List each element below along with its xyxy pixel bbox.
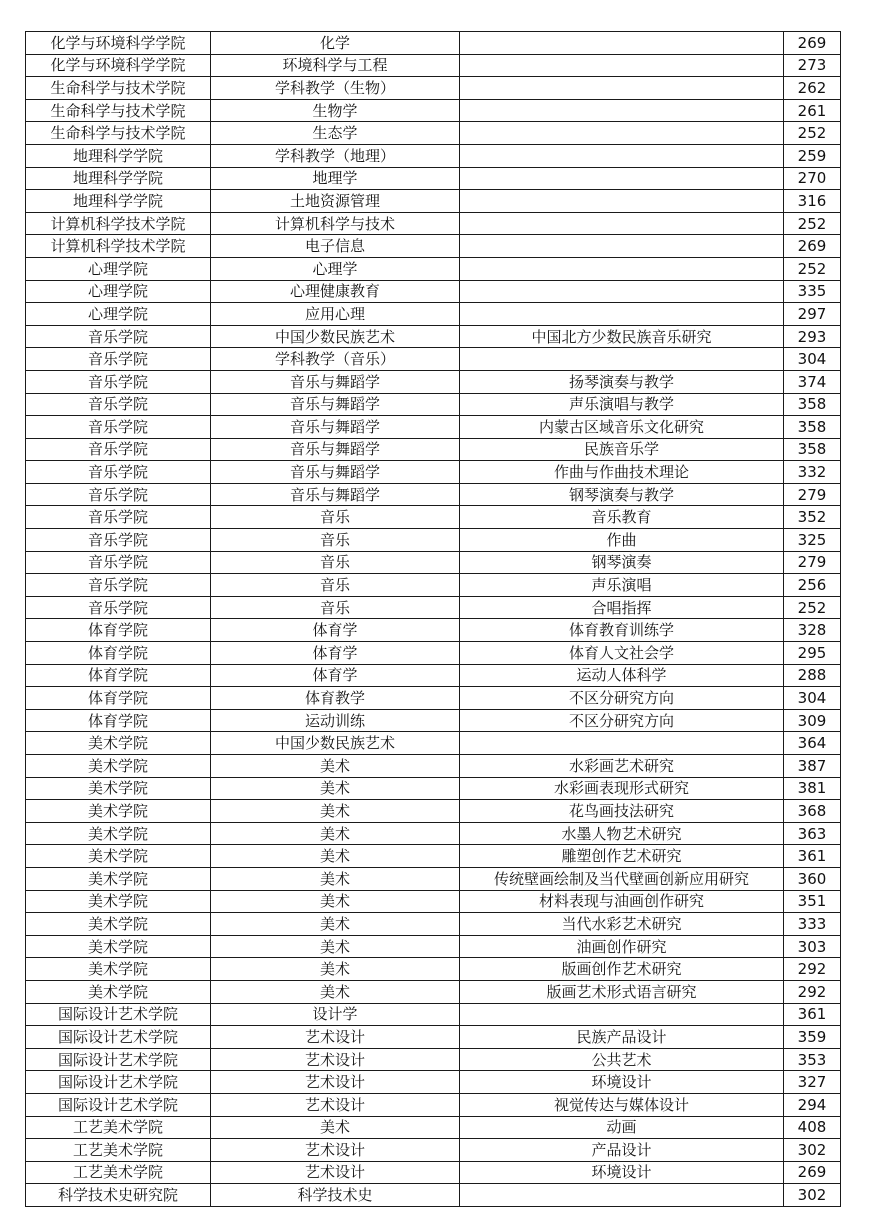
college-cell: 国际设计艺术学院 bbox=[26, 1003, 211, 1026]
major-cell: 音乐与舞蹈学 bbox=[211, 370, 460, 393]
table-row bbox=[26, 551, 841, 574]
score-cell: 335 bbox=[784, 280, 841, 303]
college-cell: 音乐学院 bbox=[26, 506, 211, 529]
score-cell: 352 bbox=[784, 506, 841, 529]
major-cell: 美术 bbox=[211, 935, 460, 958]
major-cell: 地理学 bbox=[211, 167, 460, 190]
table-row bbox=[26, 144, 841, 167]
college-cell: 音乐学院 bbox=[26, 529, 211, 552]
college-cell: 生命科学与技术学院 bbox=[26, 99, 211, 122]
direction-cell: 环境设计 bbox=[460, 1161, 784, 1184]
table-row bbox=[26, 574, 841, 597]
score-cell: 361 bbox=[784, 845, 841, 868]
direction-cell bbox=[460, 1003, 784, 1026]
score-cell: 269 bbox=[784, 32, 841, 55]
direction-cell: 中国北方少数民族音乐研究 bbox=[460, 325, 784, 348]
major-cell: 音乐与舞蹈学 bbox=[211, 393, 460, 416]
score-cell: 279 bbox=[784, 483, 841, 506]
direction-cell: 公共艺术 bbox=[460, 1048, 784, 1071]
college-cell: 音乐学院 bbox=[26, 461, 211, 484]
college-cell: 音乐学院 bbox=[26, 370, 211, 393]
score-cell: 294 bbox=[784, 1093, 841, 1116]
score-cell: 252 bbox=[784, 212, 841, 235]
major-cell: 艺术设计 bbox=[211, 1161, 460, 1184]
score-cell: 328 bbox=[784, 619, 841, 642]
table-row bbox=[26, 348, 841, 371]
table-row bbox=[26, 1093, 841, 1116]
direction-cell bbox=[460, 54, 784, 77]
direction-cell: 声乐演唱 bbox=[460, 574, 784, 597]
college-cell: 心理学院 bbox=[26, 257, 211, 280]
direction-cell: 音乐教育 bbox=[460, 506, 784, 529]
college-cell: 地理科学学院 bbox=[26, 167, 211, 190]
college-cell: 音乐学院 bbox=[26, 348, 211, 371]
major-cell: 美术 bbox=[211, 845, 460, 868]
major-cell: 体育教学 bbox=[211, 687, 460, 710]
direction-cell: 民族产品设计 bbox=[460, 1026, 784, 1049]
score-cell: 273 bbox=[784, 54, 841, 77]
direction-cell: 民族音乐学 bbox=[460, 438, 784, 461]
major-cell: 音乐 bbox=[211, 506, 460, 529]
major-cell: 运动训练 bbox=[211, 709, 460, 732]
major-cell: 音乐与舞蹈学 bbox=[211, 438, 460, 461]
table-row bbox=[26, 1116, 841, 1139]
table-row bbox=[26, 212, 841, 235]
score-cell: 351 bbox=[784, 890, 841, 913]
college-cell: 国际设计艺术学院 bbox=[26, 1093, 211, 1116]
college-cell: 美术学院 bbox=[26, 732, 211, 755]
major-cell: 艺术设计 bbox=[211, 1071, 460, 1094]
score-cell: 327 bbox=[784, 1071, 841, 1094]
score-table bbox=[25, 31, 841, 1207]
major-cell: 音乐 bbox=[211, 574, 460, 597]
score-cell: 333 bbox=[784, 913, 841, 936]
college-cell: 化学与环境科学学院 bbox=[26, 32, 211, 55]
table-row bbox=[26, 1071, 841, 1094]
table-row bbox=[26, 438, 841, 461]
score-cell: 359 bbox=[784, 1026, 841, 1049]
major-cell: 化学 bbox=[211, 32, 460, 55]
college-cell: 计算机科学技术学院 bbox=[26, 235, 211, 258]
table-row bbox=[26, 777, 841, 800]
table-row bbox=[26, 619, 841, 642]
direction-cell: 体育教育训练学 bbox=[460, 619, 784, 642]
direction-cell bbox=[460, 257, 784, 280]
score-cell: 408 bbox=[784, 1116, 841, 1139]
score-cell: 293 bbox=[784, 325, 841, 348]
score-cell: 364 bbox=[784, 732, 841, 755]
table-row bbox=[26, 235, 841, 258]
table-row bbox=[26, 1048, 841, 1071]
college-cell: 美术学院 bbox=[26, 755, 211, 778]
table-row bbox=[26, 54, 841, 77]
score-cell: 262 bbox=[784, 77, 841, 100]
major-cell: 美术 bbox=[211, 777, 460, 800]
score-cell: 256 bbox=[784, 574, 841, 597]
college-cell: 计算机科学技术学院 bbox=[26, 212, 211, 235]
score-cell: 302 bbox=[784, 1184, 841, 1207]
score-cell: 270 bbox=[784, 167, 841, 190]
table-row bbox=[26, 393, 841, 416]
table-row bbox=[26, 483, 841, 506]
direction-cell: 视觉传达与媒体设计 bbox=[460, 1093, 784, 1116]
score-cell: 295 bbox=[784, 642, 841, 665]
college-cell: 心理学院 bbox=[26, 303, 211, 326]
major-cell: 美术 bbox=[211, 1116, 460, 1139]
direction-cell: 运动人体科学 bbox=[460, 664, 784, 687]
table-row bbox=[26, 77, 841, 100]
score-cell: 316 bbox=[784, 190, 841, 213]
direction-cell bbox=[460, 167, 784, 190]
direction-cell bbox=[460, 190, 784, 213]
direction-cell: 材料表现与油画创作研究 bbox=[460, 890, 784, 913]
direction-cell: 版画艺术形式语言研究 bbox=[460, 980, 784, 1003]
score-cell: 374 bbox=[784, 370, 841, 393]
college-cell: 美术学院 bbox=[26, 890, 211, 913]
major-cell: 科学技术史 bbox=[211, 1184, 460, 1207]
major-cell: 中国少数民族艺术 bbox=[211, 325, 460, 348]
table-row bbox=[26, 257, 841, 280]
direction-cell: 扬琴演奏与教学 bbox=[460, 370, 784, 393]
direction-cell: 雕塑创作艺术研究 bbox=[460, 845, 784, 868]
major-cell: 体育学 bbox=[211, 619, 460, 642]
college-cell: 科学技术史研究院 bbox=[26, 1184, 211, 1207]
major-cell: 心理健康教育 bbox=[211, 280, 460, 303]
major-cell: 美术 bbox=[211, 890, 460, 913]
table-row bbox=[26, 1026, 841, 1049]
college-cell: 体育学院 bbox=[26, 664, 211, 687]
score-cell: 269 bbox=[784, 235, 841, 258]
score-cell: 325 bbox=[784, 529, 841, 552]
direction-cell: 作曲与作曲技术理论 bbox=[460, 461, 784, 484]
table-row bbox=[26, 1003, 841, 1026]
table-row bbox=[26, 122, 841, 145]
direction-cell: 动画 bbox=[460, 1116, 784, 1139]
score-cell: 304 bbox=[784, 687, 841, 710]
major-cell: 美术 bbox=[211, 755, 460, 778]
direction-cell: 钢琴演奏 bbox=[460, 551, 784, 574]
table-row bbox=[26, 461, 841, 484]
college-cell: 生命科学与技术学院 bbox=[26, 122, 211, 145]
direction-cell: 产品设计 bbox=[460, 1139, 784, 1162]
college-cell: 美术学院 bbox=[26, 980, 211, 1003]
college-cell: 音乐学院 bbox=[26, 438, 211, 461]
direction-cell: 不区分研究方向 bbox=[460, 709, 784, 732]
table-row bbox=[26, 687, 841, 710]
direction-cell: 环境设计 bbox=[460, 1071, 784, 1094]
direction-cell bbox=[460, 122, 784, 145]
college-cell: 国际设计艺术学院 bbox=[26, 1048, 211, 1071]
score-cell: 309 bbox=[784, 709, 841, 732]
direction-cell: 内蒙古区域音乐文化研究 bbox=[460, 416, 784, 439]
college-cell: 美术学院 bbox=[26, 958, 211, 981]
direction-cell: 不区分研究方向 bbox=[460, 687, 784, 710]
direction-cell: 体育人文社会学 bbox=[460, 642, 784, 665]
college-cell: 工艺美术学院 bbox=[26, 1116, 211, 1139]
college-cell: 体育学院 bbox=[26, 619, 211, 642]
table-row bbox=[26, 167, 841, 190]
major-cell: 美术 bbox=[211, 867, 460, 890]
college-cell: 国际设计艺术学院 bbox=[26, 1071, 211, 1094]
direction-cell: 传统壁画绘制及当代壁画创新应用研究 bbox=[460, 867, 784, 890]
college-cell: 美术学院 bbox=[26, 867, 211, 890]
direction-cell: 油画创作研究 bbox=[460, 935, 784, 958]
major-cell: 学科教学（地理） bbox=[211, 144, 460, 167]
table-row bbox=[26, 32, 841, 55]
major-cell: 美术 bbox=[211, 958, 460, 981]
direction-cell: 版画创作艺术研究 bbox=[460, 958, 784, 981]
direction-cell bbox=[460, 348, 784, 371]
score-cell: 297 bbox=[784, 303, 841, 326]
score-cell: 381 bbox=[784, 777, 841, 800]
table-row bbox=[26, 664, 841, 687]
college-cell: 音乐学院 bbox=[26, 483, 211, 506]
college-cell: 心理学院 bbox=[26, 280, 211, 303]
score-cell: 363 bbox=[784, 822, 841, 845]
direction-cell bbox=[460, 144, 784, 167]
table-row bbox=[26, 755, 841, 778]
table-row bbox=[26, 1161, 841, 1184]
college-cell: 美术学院 bbox=[26, 845, 211, 868]
score-cell: 292 bbox=[784, 958, 841, 981]
college-cell: 体育学院 bbox=[26, 687, 211, 710]
major-cell: 生态学 bbox=[211, 122, 460, 145]
major-cell: 生物学 bbox=[211, 99, 460, 122]
table-row bbox=[26, 99, 841, 122]
table-row bbox=[26, 822, 841, 845]
table-row bbox=[26, 325, 841, 348]
score-cell: 361 bbox=[784, 1003, 841, 1026]
table-row bbox=[26, 935, 841, 958]
college-cell: 地理科学学院 bbox=[26, 190, 211, 213]
direction-cell bbox=[460, 1184, 784, 1207]
major-cell: 体育学 bbox=[211, 642, 460, 665]
table-row bbox=[26, 980, 841, 1003]
major-cell: 学科教学（音乐） bbox=[211, 348, 460, 371]
major-cell: 音乐与舞蹈学 bbox=[211, 483, 460, 506]
major-cell: 美术 bbox=[211, 980, 460, 1003]
major-cell: 计算机科学与技术 bbox=[211, 212, 460, 235]
direction-cell: 作曲 bbox=[460, 529, 784, 552]
score-cell: 292 bbox=[784, 980, 841, 1003]
college-cell: 生命科学与技术学院 bbox=[26, 77, 211, 100]
major-cell: 美术 bbox=[211, 913, 460, 936]
table-row bbox=[26, 845, 841, 868]
college-cell: 美术学院 bbox=[26, 935, 211, 958]
score-cell: 252 bbox=[784, 596, 841, 619]
major-cell: 体育学 bbox=[211, 664, 460, 687]
score-cell: 360 bbox=[784, 867, 841, 890]
major-cell: 电子信息 bbox=[211, 235, 460, 258]
score-cell: 358 bbox=[784, 393, 841, 416]
score-cell: 279 bbox=[784, 551, 841, 574]
table-row bbox=[26, 1139, 841, 1162]
major-cell: 设计学 bbox=[211, 1003, 460, 1026]
college-cell: 音乐学院 bbox=[26, 325, 211, 348]
college-cell: 音乐学院 bbox=[26, 393, 211, 416]
direction-cell bbox=[460, 235, 784, 258]
direction-cell: 花鸟画技法研究 bbox=[460, 800, 784, 823]
score-cell: 358 bbox=[784, 438, 841, 461]
score-cell: 353 bbox=[784, 1048, 841, 1071]
table-row bbox=[26, 890, 841, 913]
table-row bbox=[26, 529, 841, 552]
major-cell: 音乐 bbox=[211, 529, 460, 552]
college-cell: 地理科学学院 bbox=[26, 144, 211, 167]
college-cell: 工艺美术学院 bbox=[26, 1139, 211, 1162]
college-cell: 音乐学院 bbox=[26, 416, 211, 439]
direction-cell: 水彩画艺术研究 bbox=[460, 755, 784, 778]
direction-cell bbox=[460, 99, 784, 122]
major-cell: 美术 bbox=[211, 800, 460, 823]
score-cell: 252 bbox=[784, 257, 841, 280]
college-cell: 美术学院 bbox=[26, 822, 211, 845]
major-cell: 音乐 bbox=[211, 551, 460, 574]
college-cell: 化学与环境科学学院 bbox=[26, 54, 211, 77]
major-cell: 音乐 bbox=[211, 596, 460, 619]
table-row bbox=[26, 867, 841, 890]
college-cell: 工艺美术学院 bbox=[26, 1161, 211, 1184]
table-row bbox=[26, 913, 841, 936]
score-cell: 288 bbox=[784, 664, 841, 687]
major-cell: 中国少数民族艺术 bbox=[211, 732, 460, 755]
table-row bbox=[26, 642, 841, 665]
college-cell: 美术学院 bbox=[26, 800, 211, 823]
score-cell: 269 bbox=[784, 1161, 841, 1184]
score-cell: 358 bbox=[784, 416, 841, 439]
college-cell: 国际设计艺术学院 bbox=[26, 1026, 211, 1049]
table-row bbox=[26, 709, 841, 732]
major-cell: 艺术设计 bbox=[211, 1139, 460, 1162]
score-cell: 304 bbox=[784, 348, 841, 371]
direction-cell: 水彩画表现形式研究 bbox=[460, 777, 784, 800]
score-cell: 368 bbox=[784, 800, 841, 823]
major-cell: 美术 bbox=[211, 822, 460, 845]
major-cell: 心理学 bbox=[211, 257, 460, 280]
major-cell: 学科教学（生物） bbox=[211, 77, 460, 100]
table-row bbox=[26, 958, 841, 981]
major-cell: 艺术设计 bbox=[211, 1048, 460, 1071]
direction-cell bbox=[460, 212, 784, 235]
direction-cell bbox=[460, 303, 784, 326]
direction-cell: 声乐演唱与教学 bbox=[460, 393, 784, 416]
table-row bbox=[26, 596, 841, 619]
table-row bbox=[26, 416, 841, 439]
direction-cell: 当代水彩艺术研究 bbox=[460, 913, 784, 936]
major-cell: 环境科学与工程 bbox=[211, 54, 460, 77]
table-row bbox=[26, 800, 841, 823]
table-body bbox=[26, 32, 841, 1207]
direction-cell: 钢琴演奏与教学 bbox=[460, 483, 784, 506]
table-row bbox=[26, 370, 841, 393]
table-row bbox=[26, 190, 841, 213]
direction-cell: 水墨人物艺术研究 bbox=[460, 822, 784, 845]
score-cell: 387 bbox=[784, 755, 841, 778]
major-cell: 音乐与舞蹈学 bbox=[211, 461, 460, 484]
direction-cell bbox=[460, 32, 784, 55]
score-table-wrapper bbox=[25, 31, 841, 1207]
direction-cell bbox=[460, 280, 784, 303]
score-cell: 252 bbox=[784, 122, 841, 145]
score-cell: 259 bbox=[784, 144, 841, 167]
score-cell: 302 bbox=[784, 1139, 841, 1162]
college-cell: 体育学院 bbox=[26, 642, 211, 665]
major-cell: 应用心理 bbox=[211, 303, 460, 326]
college-cell: 音乐学院 bbox=[26, 574, 211, 597]
table-row bbox=[26, 1184, 841, 1207]
table-row bbox=[26, 506, 841, 529]
score-cell: 303 bbox=[784, 935, 841, 958]
college-cell: 美术学院 bbox=[26, 777, 211, 800]
major-cell: 艺术设计 bbox=[211, 1093, 460, 1116]
score-cell: 332 bbox=[784, 461, 841, 484]
table-row bbox=[26, 280, 841, 303]
college-cell: 音乐学院 bbox=[26, 596, 211, 619]
college-cell: 美术学院 bbox=[26, 913, 211, 936]
direction-cell: 合唱指挥 bbox=[460, 596, 784, 619]
major-cell: 土地资源管理 bbox=[211, 190, 460, 213]
table-row bbox=[26, 303, 841, 326]
score-cell: 261 bbox=[784, 99, 841, 122]
major-cell: 音乐与舞蹈学 bbox=[211, 416, 460, 439]
direction-cell bbox=[460, 732, 784, 755]
college-cell: 音乐学院 bbox=[26, 551, 211, 574]
table-row bbox=[26, 732, 841, 755]
direction-cell bbox=[460, 77, 784, 100]
major-cell: 艺术设计 bbox=[211, 1026, 460, 1049]
college-cell: 体育学院 bbox=[26, 709, 211, 732]
